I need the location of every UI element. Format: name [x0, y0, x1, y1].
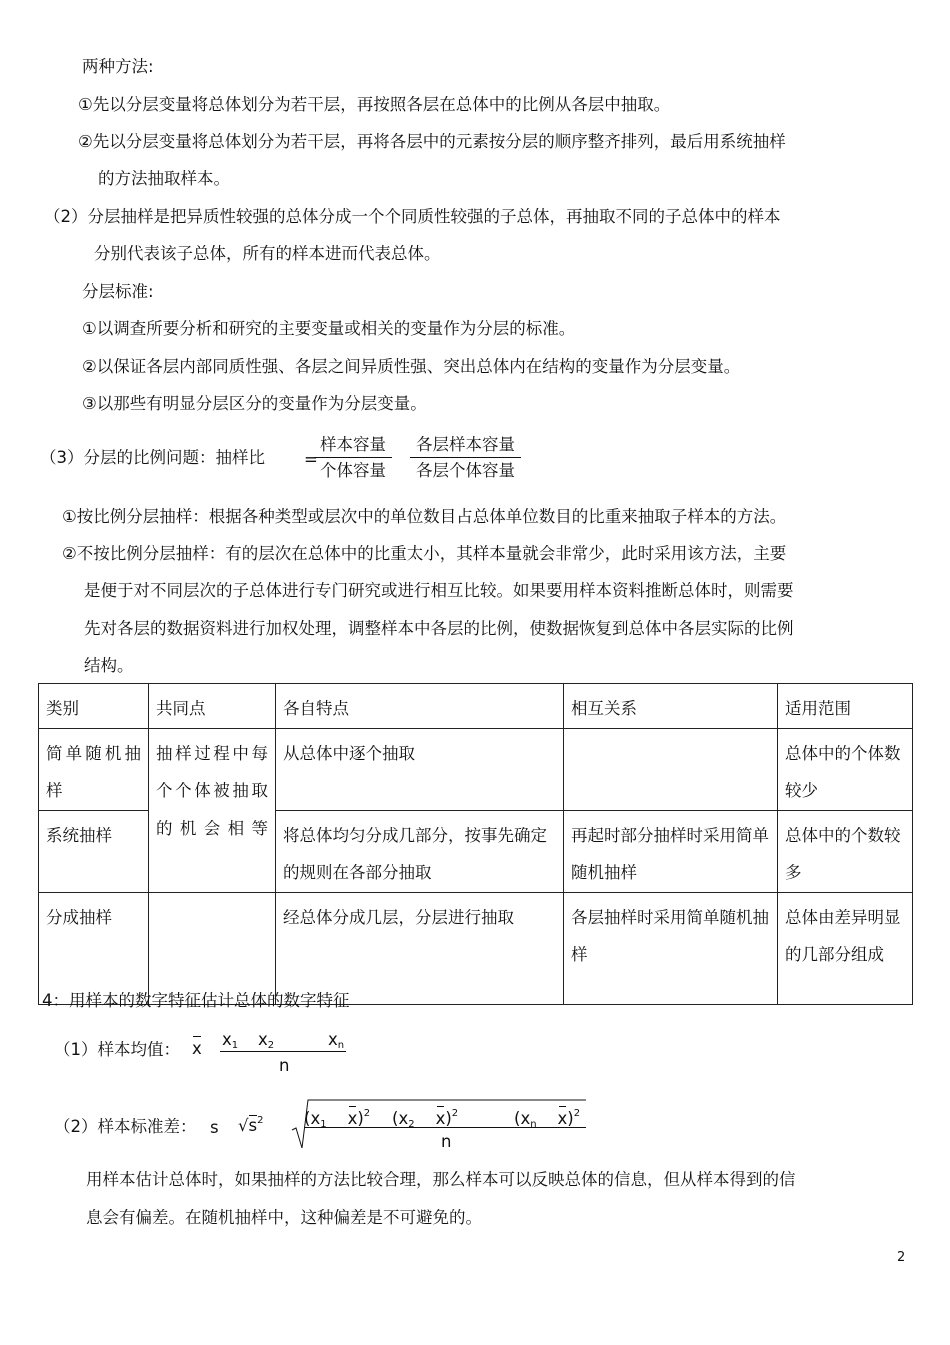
cell-common: 抽样过程中每个个体被抽取的机会相等	[149, 728, 276, 892]
subscript: n	[530, 1119, 537, 1130]
subscript: 2	[267, 1040, 275, 1051]
x-symbol: x	[258, 1030, 268, 1049]
cell-common-empty	[149, 892, 276, 1004]
point-2-line-2: 分别代表该子总体，所有的样本进而代表总体。	[94, 244, 441, 263]
page-number: 2	[897, 1250, 906, 1265]
x-symbol: x	[398, 1109, 409, 1128]
sample-stddev-label: （2）样本标准差：	[54, 1117, 197, 1136]
ratio-label: （3）分层的比例问题：抽样比	[40, 448, 265, 467]
cell-relation: 再起时部分抽样时采用简单随机抽样	[564, 810, 778, 892]
cell-category: 系统抽样	[39, 810, 149, 892]
fraction-denominator: 个体容量	[320, 461, 386, 480]
cell-scope: 总体中的个数较多	[778, 810, 913, 892]
mean-term-xn	[328, 1030, 344, 1056]
x-symbol: x	[222, 1030, 232, 1049]
nonproportional-line-3: 先对各层的数据资料进行加权处理，调整样本中各层的比例，使数据恢复到总体中各层实际的比例	[84, 619, 794, 638]
fraction-numerator: 样本容量	[314, 434, 392, 458]
superscript: 2	[257, 1115, 264, 1126]
header-scope: 适用范围	[778, 684, 913, 729]
sqrt-icon: √	[238, 1116, 249, 1135]
x-symbol: x	[520, 1109, 531, 1128]
header-category: 类别	[39, 684, 149, 729]
method-2-line-2: 的方法抽取样本。	[98, 169, 230, 188]
mean-term-x2	[258, 1030, 274, 1056]
methods-title: 两种方法:	[82, 57, 154, 76]
mean-xbar	[192, 1039, 202, 1059]
criteria-item: ③以那些有明显分层区分的变量作为分层变量。	[82, 394, 427, 413]
cell-category: 简单随机抽样	[39, 728, 149, 810]
sqrt-s-squared	[238, 1111, 264, 1136]
nonproportional-line-2: 是便于对不同层次的子总体进行专门研究或进行相互比较。如果要用样本资料推断总体时，则需要	[84, 581, 794, 600]
subscript: 1	[320, 1119, 327, 1130]
criteria-item: ①以调查所要分析和研究的主要变量或相关的变量作为分层的标准。	[82, 319, 576, 338]
ratio-equals: =	[304, 450, 318, 469]
xbar-symbol: x	[192, 1039, 202, 1058]
cell-scope: 总体中的个体数较少	[778, 728, 913, 810]
cell-category: 分成抽样	[39, 892, 149, 1004]
header-relation: 相互关系	[564, 684, 778, 729]
table-row	[39, 728, 913, 810]
closing-line-2: 息会有偏差。在随机抽样中，这种偏差是不可避免的。	[86, 1208, 482, 1227]
ratio-fraction-sample	[314, 434, 392, 482]
table-header-row	[39, 684, 913, 729]
subscript: n	[337, 1040, 345, 1051]
stddev-fraction-line	[304, 1127, 586, 1128]
superscript: 2	[573, 1108, 581, 1119]
xbar-symbol: x	[347, 1109, 358, 1128]
cell-scope: 总体由差异明显的几部分组成	[778, 892, 913, 1004]
criteria-title: 分层标准:	[82, 282, 154, 301]
superscript: 2	[363, 1108, 371, 1119]
superscript: 2	[451, 1108, 459, 1119]
cell-relation	[564, 728, 778, 810]
sampling-comparison-table	[38, 683, 913, 1005]
stddev-s: s	[210, 1118, 219, 1137]
mean-fraction-line	[220, 1051, 346, 1052]
method-2-line-1: ②先以分层变量将总体划分为若干层，再将各层中的元素按分层的顺序整齐排列，最后用系统抽样	[78, 132, 786, 151]
criteria-item: ②以保证各层内部同质性强、各层之间异质性强、突出总体内在结构的变量作为分层变量。	[82, 357, 741, 376]
header-common: 共同点	[149, 684, 276, 729]
table-row	[39, 892, 913, 1004]
cell-feature: 经总体分成几层，分层进行抽取	[276, 892, 564, 1004]
cell-feature: 从总体中逐个抽取	[276, 728, 564, 810]
fraction-denominator: 各层个体容量	[416, 461, 515, 480]
x-symbol: x	[310, 1109, 321, 1128]
fraction-numerator: 各层样本容量	[410, 434, 521, 458]
s-symbol: s	[248, 1116, 258, 1135]
stddev-denominator: n	[441, 1132, 452, 1151]
cell-feature: 将总体均匀分成几部分，按事先确定的规则在各部分抽取	[276, 810, 564, 892]
subscript: 1	[231, 1040, 239, 1051]
nonproportional-line-1: ②不按比例分层抽样：有的层次在总体中的比重太小，其样本量就会非常少，此时采用该方法，主要	[62, 544, 787, 563]
subscript: 2	[408, 1119, 415, 1130]
xbar-symbol: x	[557, 1109, 568, 1128]
sample-mean-label: （1）样本均值：	[54, 1040, 180, 1059]
method-1: ①先以分层变量将总体划分为若干层，再按照各层在总体中的比例从各层中抽取。	[78, 95, 671, 114]
mean-denominator: n	[279, 1056, 290, 1075]
section-4-heading: 4：用样本的数字特征估计总体的数字特征	[42, 991, 350, 1010]
stddev-term-1: ($x_1$ x)$^2$	[304, 1108, 371, 1130]
ratio-fraction-layer	[410, 434, 521, 482]
x-symbol: x	[328, 1030, 338, 1049]
xbar-symbol: x	[435, 1109, 446, 1128]
cell-relation: 各层抽样时采用简单随机抽样	[564, 892, 778, 1004]
closing-line-1: 用样本估计总体时，如果抽样的方法比较合理，那么样本可以反映总体的信息，但从样本得到的信	[86, 1170, 796, 1189]
stddev-term-n: ($x_n$ x)$^2$	[514, 1108, 581, 1130]
point-2-line-1: （2）分层抽样是把异质性较强的总体分成一个个同质性较强的子总体，再抽取不同的子总体中的样本	[44, 207, 781, 226]
mean-term-x1	[222, 1030, 238, 1056]
proportional-sampling: ①按比例分层抽样：根据各种类型或层次中的单位数目占总体单位数目的比重来抽取子样本的方法。	[62, 507, 787, 526]
nonproportional-line-4: 结构。	[84, 656, 134, 675]
header-feature: 各自特点	[276, 684, 564, 729]
stddev-term-2: ($x_2$ x)$^2$	[392, 1108, 459, 1130]
